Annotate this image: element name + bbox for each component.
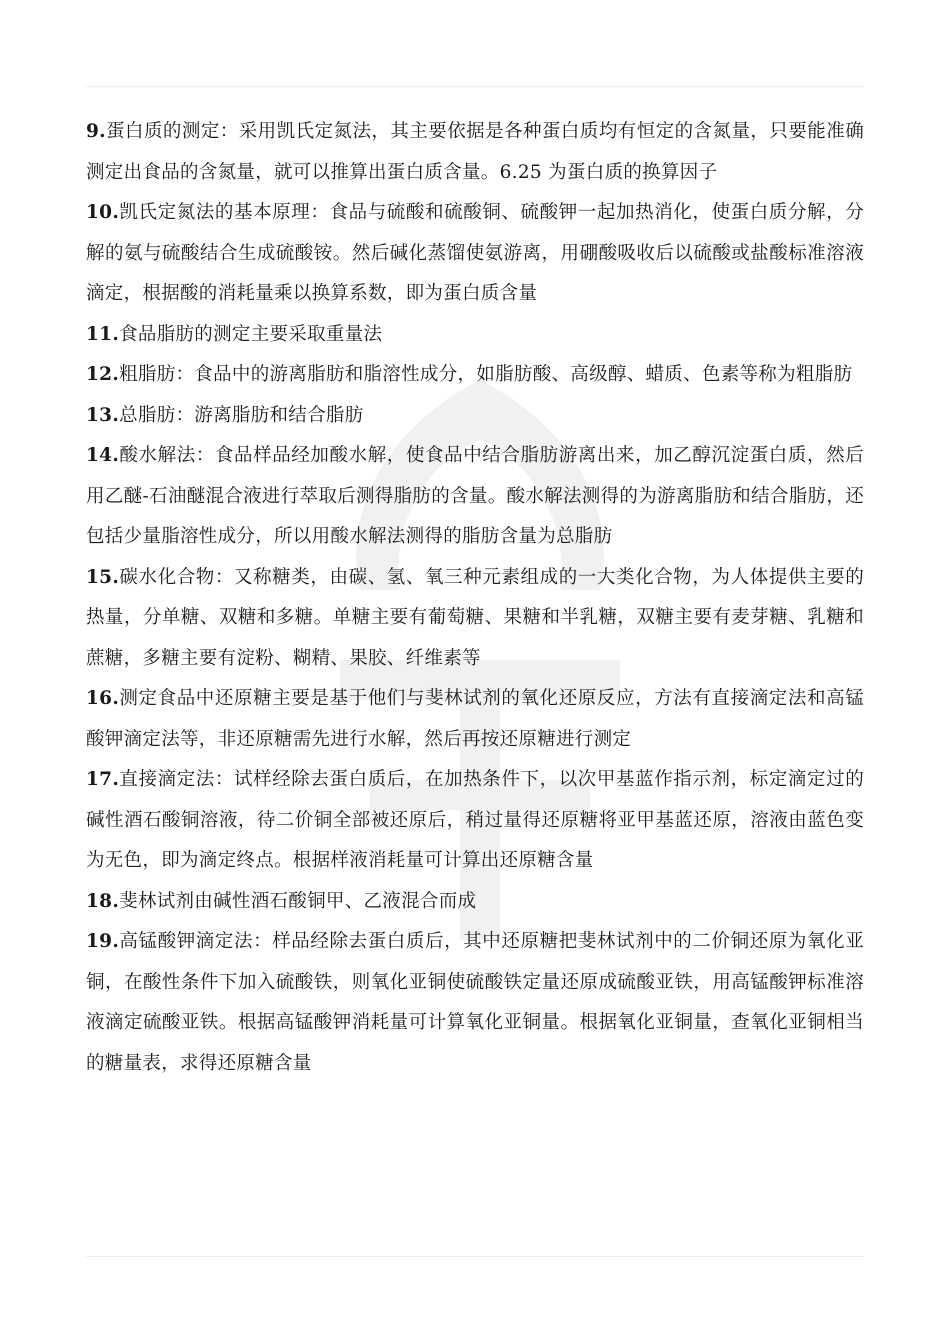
paragraph-15	[86, 558, 864, 680]
item-text: 直接滴定法：试样经除去蛋白质后，在加热条件下，以次甲基蓝作指示剂，标定滴定过的碱性酒石酸铜溶液，待二价铜全部被还原后，稍过量得还原糖将亚甲基蓝还原，溶液由蓝色变为无色，即为滴定终点。根据样液消耗量可计算出还原糖含量	[86, 769, 864, 871]
item-number: 16.	[86, 688, 120, 709]
paragraph-18	[86, 882, 864, 923]
page-bottom-rule	[86, 1256, 864, 1257]
item-number: 14.	[86, 445, 120, 466]
item-text: 粗脂肪：食品中的游离脂肪和脂溶性成分，如脂肪酸、高级醇、蜡质、色素等称为粗脂肪	[119, 364, 853, 385]
paragraph-11	[86, 315, 864, 356]
item-number: 10.	[86, 202, 120, 223]
item-text: 测定食品中还原糖主要是基于他们与斐林试剂的氧化还原反应，方法有直接滴定法和高锰酸钾滴定法等，非还原糖需先进行水解，然后再按还原糖进行测定	[86, 688, 864, 750]
paragraph-19	[86, 922, 864, 1084]
item-number: 19.	[86, 931, 120, 952]
item-text: 食品脂肪的测定主要采取重量法	[119, 323, 383, 345]
paragraph-12	[86, 355, 864, 396]
paragraph-14	[86, 436, 864, 558]
item-text: 蛋白质的测定：采用凯氏定氮法，其主要依据是各种蛋白质均有恒定的含氮量，只要能准确测定出食品的含氮量，就可以推算出蛋白质含量。6.25 为蛋白质的换算因子	[86, 121, 864, 183]
item-number: 9.	[86, 121, 106, 142]
paragraph-9	[86, 112, 864, 193]
item-number: 18.	[86, 890, 120, 912]
item-text: 总脂肪：游离脂肪和结合脂肪	[119, 404, 364, 426]
item-number: 12.	[86, 364, 120, 385]
item-number: 13.	[86, 404, 120, 426]
item-text: 斐林试剂由碱性酒石酸铜甲、乙液混合而成	[119, 890, 477, 912]
item-number: 11.	[86, 323, 120, 345]
paragraph-10	[86, 193, 864, 315]
document-body	[86, 112, 864, 1084]
item-text: 高锰酸钾滴定法：样品经除去蛋白质后，其中还原糖把斐林试剂中的二价铜还原为氧化亚铜，在酸性条件下加入硫酸铁，则氧化亚铜使硫酸铁定量还原成硫酸亚铁，用高锰酸钾标准溶液滴定硫酸亚铁。根据高锰酸钾消耗量可计算氧化亚铜量。根据氧化亚铜量，查氧化亚铜相当的糖量表，求得还原糖含量	[86, 931, 864, 1074]
item-text: 酸水解法：食品样品经加酸水解，使食品中结合脂肪游离出来，加乙醇沉淀蛋白质，然后用乙醚-石油醚混合液进行萃取后测得脂肪的含量。酸水解法测得的为游离脂肪和结合脂肪，还包括少量脂溶性成分，所以用酸水解法测得的脂肪含量为总脂肪	[86, 445, 864, 547]
paragraph-13	[86, 396, 864, 437]
paragraph-16	[86, 679, 864, 760]
item-number: 17.	[86, 769, 120, 790]
item-text: 碳水化合物：又称糖类，由碳、氢、氧三种元素组成的一大类化合物，为人体提供主要的热量，分单糖、双糖和多糖。单糖主要有葡萄糖、果糖和半乳糖，双糖主要有麦芽糖、乳糖和蔗糖，多糖主要有淀粉、糊精、果胶、纤维素等	[86, 566, 864, 669]
paragraph-17	[86, 760, 864, 882]
page-top-rule	[86, 86, 864, 87]
item-number: 15.	[86, 566, 120, 588]
item-text: 凯氏定氮法的基本原理：食品与硫酸和硫酸铜、硫酸钾一起加热消化，使蛋白质分解，分解的氨与硫酸结合生成硫酸铵。然后碱化蒸馏使氨游离，用硼酸吸收后以硫酸或盐酸标准溶液滴定，根据酸的消耗量乘以换算系数，即为蛋白质含量	[86, 202, 864, 304]
